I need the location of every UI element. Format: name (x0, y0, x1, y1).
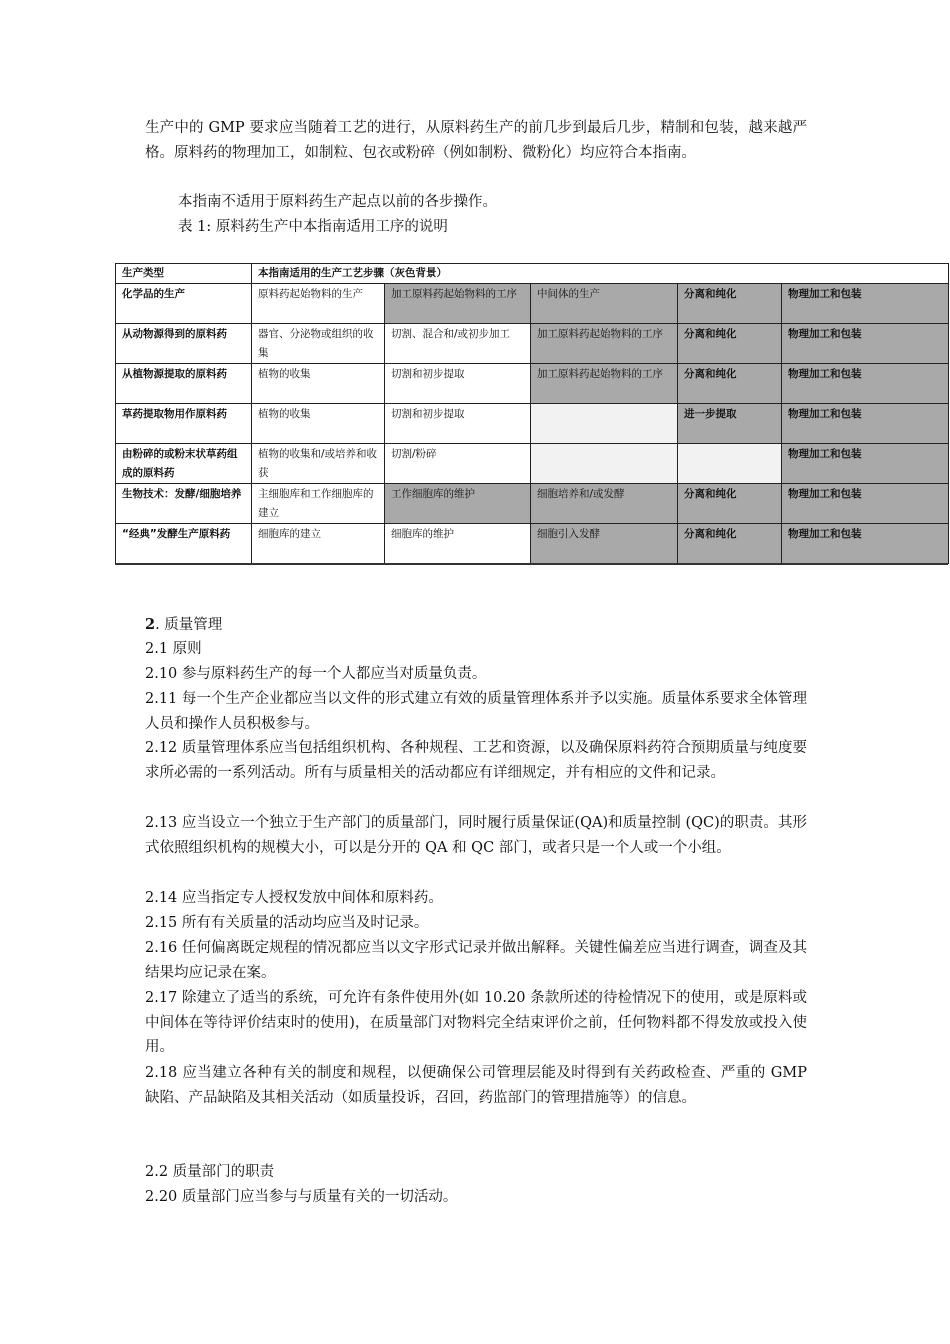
table-cell: 由粉碎的或粉末状草药组成的原料药 (116, 444, 252, 484)
table-cell: 分离和纯化 (678, 324, 782, 364)
table-cell (678, 444, 782, 484)
table-cell: 分离和纯化 (678, 284, 782, 324)
table-cell: 物理加工和包装 (782, 324, 949, 364)
clause-2-20: 2.20 质量部门应当参与与质量有关的一切活动。 (145, 1189, 458, 1205)
table-cell: 中间体的生产 (531, 284, 678, 324)
table-header-row (116, 264, 949, 284)
table-cell: 细胞库的建立 (252, 524, 385, 564)
table-cell: 物理加工和包装 (782, 524, 949, 564)
table-cell: 物理加工和包装 (782, 484, 949, 524)
scope-note: 本指南不适用于原料药生产起点以前的各步操作。 (178, 194, 497, 210)
clause-2-12: 2.12 质量管理体系应当包括组织机构、各种规程、工艺和资源，以及确保原料药符合预期质量与纯度要求所必需的一系列活动。所有与质量相关的活动都应有详细规定，并有相应的文件和记录。 (145, 740, 807, 781)
table-cell: 分离和纯化 (678, 524, 782, 564)
section-heading (145, 613, 222, 638)
section-number: 2 (145, 616, 156, 633)
table-cell: 植物的收集和/或培养和收获 (252, 444, 385, 484)
table-cell: 原料药起始物料的生产 (252, 284, 385, 324)
section-title: . 质量管理 (155, 617, 223, 633)
table-cell: 物理加工和包装 (782, 444, 949, 484)
table-row (116, 524, 949, 564)
table-cell: 植物的收集 (252, 364, 385, 404)
table-cell: 生物技术：发酵/细胞培养 (116, 484, 252, 524)
table-cell (531, 444, 678, 484)
table-cell: 化学品的生产 (116, 284, 252, 324)
table-cell: 草药提取物用作原料药 (116, 404, 252, 444)
table-cell: 细胞库的维护 (385, 524, 531, 564)
clause-2-10: 2.10 参与原料药生产的每一个人都应当对质量负责。 (145, 666, 487, 682)
table-cell: 物理加工和包装 (782, 404, 949, 444)
table-cell: 细胞培养和/或发酵 (531, 484, 678, 524)
table-cell: 分离和纯化 (678, 484, 782, 524)
table-cell: 从植物源提取的原料药 (116, 364, 252, 404)
table-caption: 表 1: 原料药生产中本指南适用工序的说明 (178, 219, 448, 235)
table-cell: 工作细胞库的维护 (385, 484, 531, 524)
clause-2-14: 2.14 应当指定专人授权发放中间体和原料药。 (145, 890, 443, 906)
table-cell: “经典”发酵生产原料药 (116, 524, 252, 564)
table-cell: 物理加工和包装 (782, 284, 949, 324)
clause-2-11: 2.11 每一个生产企业都应当以文件的形式建立有效的质量管理体系并予以实施。质量体系要求全体管理人员和操作人员积极参与。 (145, 691, 807, 732)
table-cell: 进一步提取 (678, 404, 782, 444)
subsection-heading: 2.2 质量部门的职责 (145, 1164, 275, 1180)
table-cell: 物理加工和包装 (782, 364, 949, 404)
table-cell: 加工原料药起始物料的工序 (531, 324, 678, 364)
intro-paragraph: 生产中的 GMP 要求应当随着工艺的进行，从原料药生产的前几步到最后几步，精制和包装，越来越严格。原料药的物理加工，如制粒、包衣或粉碎（例如制粉、微粉化）均应符合本指南。 (145, 120, 807, 161)
header-cell: 本指南适用的生产工艺步骤（灰色背景） (252, 264, 949, 284)
table-bottom-rule (115, 563, 948, 565)
table-row (116, 404, 949, 444)
table-cell (531, 404, 678, 444)
table-cell: 切割和初步提取 (385, 364, 531, 404)
table-cell: 切割/粉碎 (385, 444, 531, 484)
table-cell: 分离和纯化 (678, 364, 782, 404)
table-row (116, 444, 949, 484)
table-row (116, 284, 949, 324)
clause-2-15: 2.15 所有有关质量的活动均应当及时记录。 (145, 915, 429, 931)
process-steps-table (115, 263, 948, 565)
subsection-heading: 2.1 原则 (145, 641, 202, 657)
clause-2-17: 2.17 除建立了适当的系统，可允许有条件使用外(如 10.20 条款所述的待检情况下的使用，或是原料或中间体在等待评价结束时的使用)，在质量部门对物料完全结束评价之前，任何物料都不得发放或投入使用。 (145, 990, 807, 1055)
clause-2-13: 2.13 应当设立一个独立于生产部门的质量部门，同时履行质量保证(QA)和质量控制 (QC)的职责。其形式依照组织机构的规模大小，可以是分开的 QA 和 QC 部门，或者只是一个人或一个小组。 (145, 815, 807, 856)
table-cell: 细胞引入发酵 (531, 524, 678, 564)
table-row (116, 484, 949, 524)
header-cell: 生产类型 (116, 264, 252, 284)
table-cell: 加工原料药起始物料的工序 (531, 364, 678, 404)
table-row (116, 364, 949, 404)
table-cell: 器官、分泌物或组织的收集 (252, 324, 385, 364)
table-cell: 切割、混合和/或初步加工 (385, 324, 531, 364)
table-cell: 切割和初步提取 (385, 404, 531, 444)
table-cell: 从动物源得到的原料药 (116, 324, 252, 364)
table-cell: 植物的收集 (252, 404, 385, 444)
clause-2-18: 2.18 应当建立各种有关的制度和规程，以便确保公司管理层能及时得到有关药政检查、严重的 GMP 缺陷、产品缺陷及其相关活动（如质量投诉，召回，药监部门的管理措施等）的信息。 (145, 1065, 807, 1106)
table-row (116, 324, 949, 364)
table-cell: 主细胞库和工作细胞库的建立 (252, 484, 385, 524)
table-cell: 加工原料药起始物料的工序 (385, 284, 531, 324)
clause-2-16: 2.16 任何偏离既定规程的情况都应当以文字形式记录并做出解释。关键性偏差应当进行调查，调查及其结果均应记录在案。 (145, 940, 807, 981)
